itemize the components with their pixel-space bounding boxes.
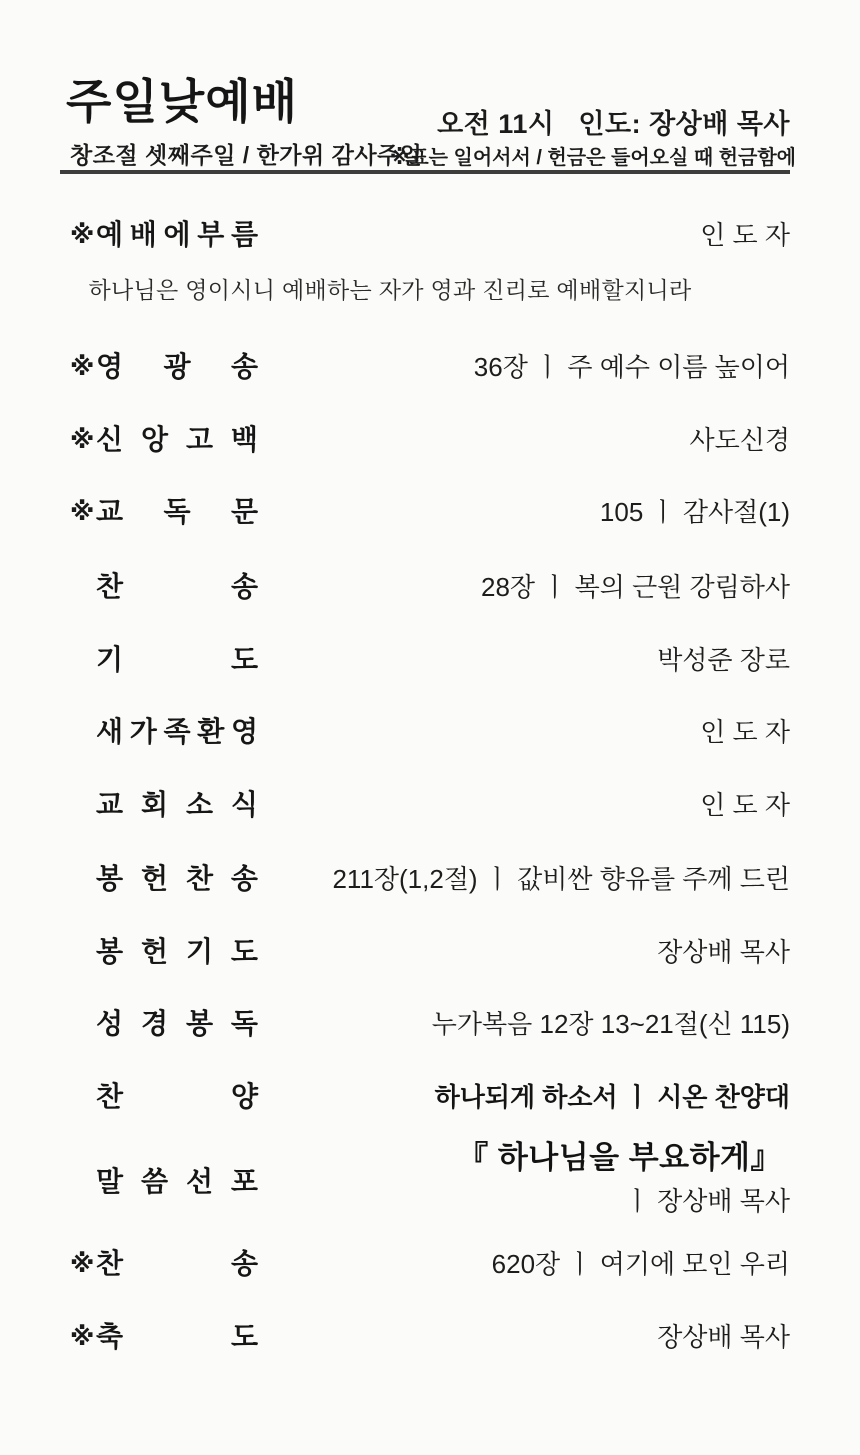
item-label-char: 소 [185,789,213,820]
item-label-char: 봉 [96,863,124,894]
item-label-char: 도 [230,644,258,675]
item-label-char: 회 [140,789,169,820]
item-label-char: 에 [163,219,191,250]
item-label-char: 찬 [96,571,124,602]
service-item-row [70,348,790,386]
item-label-char: 축 [96,1321,124,1352]
item-label [96,1083,258,1111]
item-value: 누가복음 12장 13~21절(신 115) [431,1009,790,1039]
header-divider [60,170,790,174]
item-value: 하나되게 하소서 ㅣ 시온 찬양대 [434,1082,790,1112]
item-label-char: 포 [230,1166,258,1197]
item-label-char: 독 [230,1008,258,1039]
item-label-char: 새 [96,716,124,747]
item-label [96,1250,258,1278]
item-value: 인 도 자 [700,790,790,820]
sermon-title: 『 하나님을 부요하게』 [457,1140,782,1175]
sermon-preacher: ㅣ 장상배 목사 [624,1185,790,1216]
service-item-row [70,1140,790,1230]
item-label-char: 도 [230,936,258,967]
service-item-row [70,1078,790,1116]
item-value: 장상배 목사 [657,1322,790,1352]
item-label-char: 름 [230,219,258,250]
item-label-char: 씀 [140,1166,169,1197]
item-label-char: 고 [185,424,213,455]
item-label-char: 봉 [185,1008,213,1039]
item-label-char: 교 [96,496,124,527]
item-label-char: 기 [96,644,124,675]
item-label-char: 영 [96,351,124,382]
stand-marker: ※ [70,1249,95,1278]
item-label-char: 송 [230,351,258,382]
item-label-char: 백 [230,424,258,455]
call-to-worship-quote: 하나님은 영이시니 예배하는 자가 영과 진리로 예배할지니라 [88,277,692,303]
item-label-char: 기 [185,936,213,967]
item-label-char: 도 [230,1321,258,1352]
service-item-row [70,641,790,679]
item-label-char: 신 [96,424,124,455]
item-value: 인 도 자 [700,220,790,250]
item-label-char: 예 [96,219,124,250]
item-label-char: 독 [163,496,191,527]
item-label [96,1168,258,1196]
item-label-char: 교 [96,789,124,820]
item-value: 박성준 장로 [657,645,790,675]
stand-marker: ※ [70,352,95,381]
item-label-char: 말 [96,1166,124,1197]
item-value: 36장 ㅣ 주 예수 이름 높이어 [473,352,790,382]
standing-offering-note: ※표는 일어서서 / 헌금은 들어오실 때 헌금함에 [389,147,796,169]
stand-marker: ※ [70,497,95,526]
item-label-char: 환 [197,716,225,747]
page-title: 주일낮예배 [66,75,299,128]
service-item-row [70,786,790,824]
service-item-row [70,421,790,459]
stand-marker: ※ [70,1322,95,1351]
item-label-char: 식 [230,789,258,820]
item-label-char: 송 [230,863,258,894]
item-label-char: 양 [230,1081,258,1112]
item-label-char: 찬 [96,1248,124,1279]
stand-marker: ※ [70,220,95,249]
item-label-char: 봉 [96,936,124,967]
item-value: 620장 ㅣ 여기에 모인 우리 [491,1249,790,1279]
service-item-row [70,860,790,898]
item-label-char: 찬 [96,1081,124,1112]
item-label [96,353,258,381]
item-label-char: 광 [163,351,191,382]
item-label [96,426,258,454]
item-label [96,1323,258,1351]
item-label-char: 송 [230,1248,258,1279]
item-label [96,498,258,526]
item-label [96,791,258,819]
item-label-char: 문 [230,496,258,527]
service-item-row [70,216,790,254]
service-time-and-leader: 오전 11시 인도: 장상배 목사 [437,109,790,139]
item-label [96,646,258,674]
item-value: 28장 ㅣ 복의 근원 강림하사 [481,572,790,602]
item-label-char: 족 [163,716,191,747]
item-label-char: 헌 [140,936,169,967]
item-label-char: 선 [185,1166,213,1197]
item-label-char: 찬 [185,863,213,894]
stand-marker: ※ [70,425,95,454]
item-label [96,718,258,746]
service-item-row [70,1005,790,1043]
service-item-row [70,493,790,531]
item-value: 105 ㅣ 감사절(1) [599,497,790,527]
item-label [96,938,258,966]
service-item-row [70,1318,790,1356]
item-value [258,1140,790,1214]
item-value: 사도신경 [689,425,790,455]
item-label-char: 헌 [140,863,169,894]
item-label [96,221,258,249]
service-item-row [70,1245,790,1283]
season-subtitle: 창조절 셋째주일 / 한가위 감사주일 [70,142,423,168]
item-value: 장상배 목사 [657,937,790,967]
item-label [96,1010,258,1038]
item-label-char: 영 [230,716,258,747]
item-label [96,573,258,601]
item-value: 211장(1,2절) ㅣ 값비싼 향유를 주께 드린 [332,864,790,894]
service-item-row [70,713,790,751]
item-value: 인 도 자 [700,717,790,747]
item-label-char: 가 [129,716,157,747]
item-label-char: 경 [140,1008,169,1039]
service-item-row [70,933,790,971]
item-label-char: 부 [197,219,225,250]
item-label-char: 배 [129,219,157,250]
service-item-row [70,568,790,606]
item-label-char: 앙 [140,424,169,455]
item-label-char: 성 [96,1008,124,1039]
item-label-char: 송 [230,571,258,602]
item-label [96,865,258,893]
